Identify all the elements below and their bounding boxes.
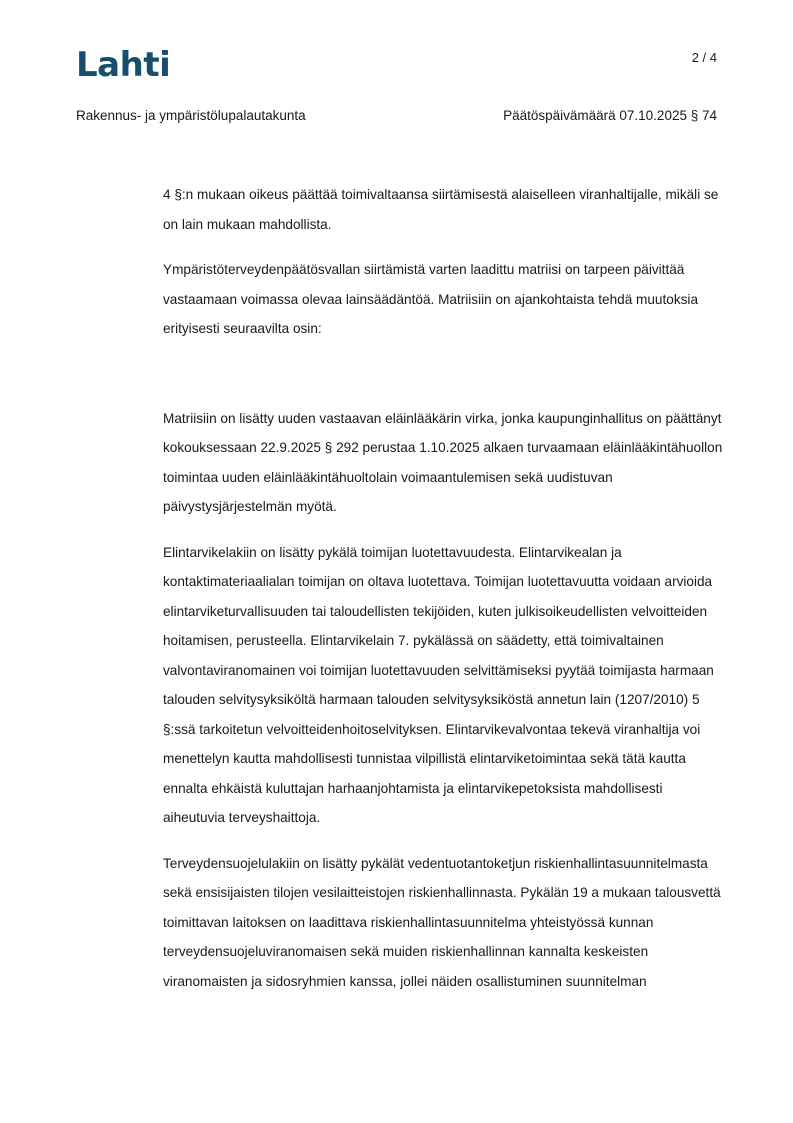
page-number: 2 / 4 (691, 50, 717, 65)
decision-date: Päätöspäivämäärä 07.10.2025 § 74 (503, 108, 717, 123)
paragraph: Ympäristöterveydenpäätösvallan siirtämistä varten laadittu matriisi on tarpeen päivittää vastaamaan voimassa olevaa lainsäädäntöä. Matriisiin on ajankohtaista tehdä muutoksia erityisesti seuraavilta osin: (163, 262, 699, 336)
paragraph: Matriisiin on lisätty uuden vastaavan eläinlääkärin virka, jonka kaupunginhallitus on päättänyt kokouksessaan 22.9.2025 § 292 perustaa 1.10.2025 alkaen turvaamaan eläinlääkintähuollon toimintaa uuden eläinlääkintähuoltolain voimaantulemisen sekä uudistuvan päivystysjärjestelmän myötä. (163, 410, 723, 514)
organization-name: Rakennus- ja ympäristölupalautakunta (76, 108, 306, 123)
document-body (163, 180, 723, 1012)
paragraph: 4 §:n mukaan oikeus päättää toimivaltaansa siirtämisestä alaiselleen viranhaltijalle, mikäli se on lain mukaan mahdollista. (163, 187, 719, 232)
lahti-logo: Lahti (76, 45, 171, 85)
paragraph: Terveydensuojelulakiin on lisätty pykälät vedentuotantoketjun riskienhallintasuunnitelmasta sekä ensisijaisten tilojen vesilaitteistojen riskienhallinnasta. Pykälän 19 a mukaan talousvettä toimittavan laitoksen on laadittava riskienhallintasuunnitelma yhteistyössä kunnan terveydensuojeluviranomaisen sekä muiden riskienhallinnan kannalta keskeisten viranomaisten ja sidosryhmien kanssa, jollei näiden osallistuminen suunnitelman (163, 855, 721, 989)
paragraph: Elintarvikelakiin on lisätty pykälä toimijan luotettavuudesta. Elintarvikealan ja kontaktimateriaalialan toimijan on oltava luotettava. Toimijan luotettavuutta voidaan arvioida elintarviketurvallisuuden tai taloudellisten tekijöiden, kuten julkisoikeudellisten velvoitteiden hoitamisen, perusteella. Elintarvikelain 7. pykälässä on säädetty, että toimivaltainen valvontaviranomainen voi toimijan luotettavuuden selvittämiseksi pyytää toimijasta harmaan talouden selvitysyksiköltä harmaan talouden selvitysyksiköstä annetun lain (1207/2010) 5 §:ssä tarkoitetun velvoitteidenhoitoselvityksen. Elintarvikevalvontaa tekevä viranhaltija voi menettelyn kautta mahdollisesti tunnistaa vilpillistä elintarviketoimintaa sekä tätä kautta ennalta ehkäistä kuluttajan harhaanjohtamista ja elintarvikepetoksista mahdollisesti aiheutuvia terveyshaittoja. (163, 544, 714, 825)
